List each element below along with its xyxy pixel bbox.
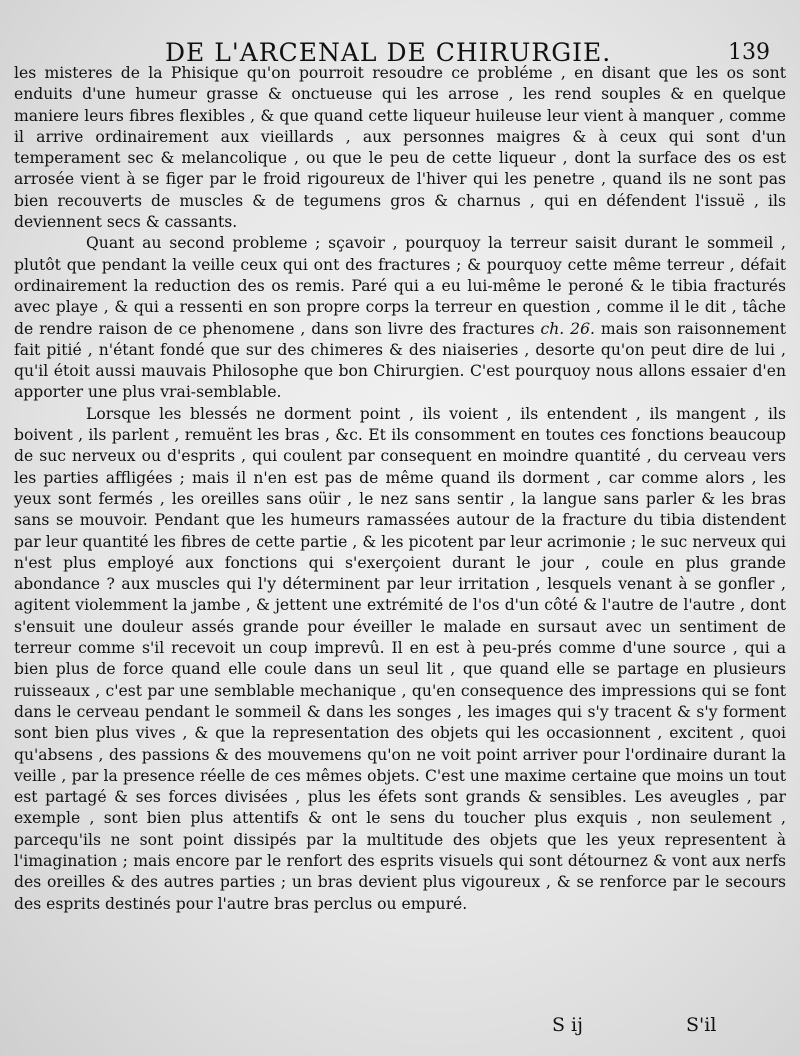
paragraph-1: les misteres de la Phisique qu'on pourroit resoudre ce probléme , en disant que les os sont enduits d'une humeur grasse & onctueuse qui les arrose , les rend souples & en quelque maniere leurs fibres flexibles , & que quand cette liqueur huileuse leur vient à manquer , comme il arrive ordinairement aux vieillards , aux personnes maigres & à ceux qui sont d'un temperament sec & melancolique , ou que le peu de cette liqueur , dont la surface des os est arrosée vient à se figer par le froid rigoureux de l'hiver qui les penetre , quand ils ne sont pas bien recouverts de muscles & de tegumens gros & charnus , qui en défendent l'issuë , ils deviennent secs & cassants. <box>14 64 786 232</box>
body-text <box>14 63 786 915</box>
page-number: 139 <box>728 40 770 65</box>
chapter-reference: ch. 26. <box>540 319 595 338</box>
signature-mark: S ij <box>552 1014 584 1036</box>
paragraph-2-text-a: Quant au second probleme ; sçavoir , pourquoy la terreur saisit durant le sommeil , plutôt que pendant la veille ceux qui ont des fractures ; & pourquoy cette même terreur , défait ordinairement la reduction des os remis. Paré qui a eu lui-même le peroné & le tibia fracturés avec playe , & qui a ressenti en son propre corps la terreur en question , comme il le dit , tâche de rendre raison de ce phenomene , dans son livre des fractures <box>14 234 786 338</box>
running-title: DE L'ARCENAL DE CHIRURGIE. <box>165 38 612 67</box>
paragraph-2-text-b: mais son raisonnement fait pitié , n'étant fondé que sur des chimeres & des niaiseries , desorte qu'on peut dire de lui , qu'il étoit aussi mauvais Philosophe que bon Chirurgien. C'est pourquoy nous allons essaier d'en apporter une plus vrai-semblable. <box>14 319 786 402</box>
paragraph-2 <box>14 233 786 403</box>
catchword: S'il <box>686 1014 717 1036</box>
page-footer <box>0 1014 800 1044</box>
paragraph-3: Lorsque les blessés ne dorment point , ils voient , ils entendent , ils mangent , ils boivent , ils parlent , remuënt les bras , &c. Et ils consomment en toutes ces fonctions beaucoup de suc nerveux ou d'esprits , qui coulent par consequent en moindre quantité , du cerveau vers les parties affligées ; mais il n'en est pas de même quand ils dorment , car comme alors , les yeux sont fermés , les oreilles sans oüir , le nez sans sentir , la langue sans parler & les bras sans se mouvoir. Pendant que les humeurs ramassées autour de la fracture du tibia distendent par leur quantité les fibres de cette partie , & les picotent par leur acrimonie ; le suc nerveux qui n'est plus employé aux fonctions qui s'exerçoient durant le jour , coule en plus grande abondance ? aux muscles qui l'y déterminent par leur irritation , lesquels venant à se gonfler , agitent violemment la jambe , & jettent une extrémité de l'os d'un côté & l'autre de l'autre , dont s'ensuit une douleur assés grande pour éveiller le malade en sursaut avec un sentiment de terreur comme s'il recevoit un coup imprevû. Il en est à peu-prés comme d'une source , qui a bien plus de force quand elle coule dans un seul lit , que quand elle se partage en plusieurs ruisseaux , c'est par une semblable mechanique , qu'en consequence des impressions qui se font dans le cerveau pendant le sommeil & dans les songes , les images qui s'y tracent & s'y forment sont bien plus vives , & que la representation des objets qui les occasionnent , excitent , quoi qu'absens , des passions & des mouvemens qu'on ne voit point arriver pour l'ordinaire durant la veille , par la presence réelle de ces mêmes objets. C'est une maxime certaine que moins un tout est partagé & ses forces divisées , plus les éfets sont grands & sensibles. Les aveugles , par exemple , sont bien plus attentifs & ont le sens du toucher plus exquis , non seulement , parcequ'ils ne sont point dissipés par la multitude des objets que les yeux representent à l'imagination ; mais encore par le renfort des esprits visuels qui sont détournez & vont aux nerfs des oreilles & des autres parties ; un bras devient plus vigoureux , & se renforce par le secours des esprits destinés pour l'autre bras perclus ou empuré. <box>14 404 786 913</box>
